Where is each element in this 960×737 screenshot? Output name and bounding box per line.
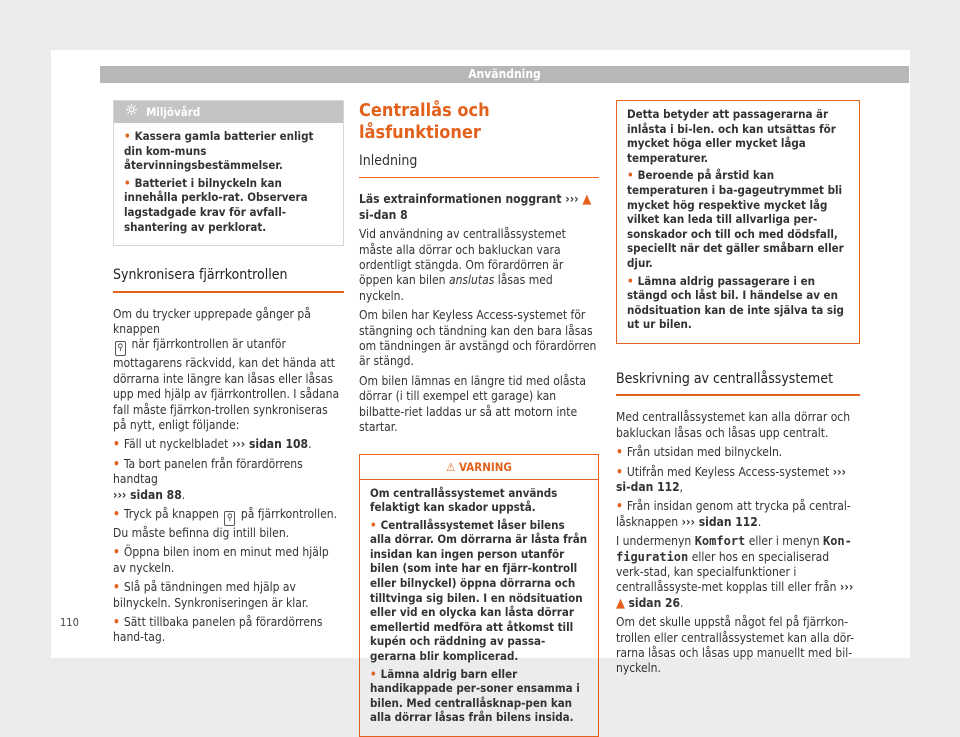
page-ref-link[interactable]: ››› sidan 108 (232, 437, 308, 451)
warning-item: • Centrallåssystemet låser bilens alla dörrar. Om dörrarna är låsta från insidan kan ingen person utanför bilen (som inte har en fjärr-kontroll eller bilnyckel) öppna dörrarna och tilltvinga sig bilen. I en nödsituation eller vid en olycka kan låsta dörrar emellertid medföra att åtkomst till kupén och räddning av passa-gerarna blir komplicerad. (370, 518, 588, 664)
paragraph: Vid användning av centrallåssystemet måste alla dörrar och bakluckan vara ordentligt stängda. Om förardörren är öppen kan bilen anslutas låsas med nyckeln. (359, 227, 599, 304)
sync-step: • Ta bort panelen från förardörrens handtag ››› sidan 88. (113, 457, 344, 503)
paragraph: Om bilen har Keyless Access-systemet för stängning och tändning kan den bara låsas om tändningen är avstängd och förardörren är stängd. (359, 308, 599, 370)
paragraph: Om det skulle uppstå något fel på fjärrkon-trollen eller centrallåssystemet kan alla dör-rarna låsas och låsas upp manuellt med bil-nyckeln. (616, 615, 860, 677)
car-warning-icon: ▲ (582, 192, 591, 207)
description-heading: Beskrivning av centrallåssystemet (616, 372, 860, 396)
page-number: 110 (60, 616, 79, 629)
desc-item: • Utifrån med Keyless Access-systemet ››› si-dan 112, (616, 465, 860, 496)
column-middle (359, 100, 599, 737)
environment-box (113, 100, 344, 246)
page-ref-link[interactable]: ››› (565, 192, 578, 206)
desc-item: • Från insidan genom att trycka på central-låsknappen ››› sidan 112. (616, 499, 860, 530)
leaf-icon (124, 101, 138, 123)
warning-item: • Lämna aldrig barn eller handikappade per-soner ensamma i bilen. Med centrallåsknap-pen kan alla dörrar låsas från bilens insida. (370, 667, 588, 725)
warning-item: • Lämna aldrig passagerare i en stängd och låst bil. I händelse av en nödsituation kan de inte själva ta sig ut ur bilen. (627, 274, 849, 332)
warning-header: ⚠ VARNING (360, 455, 598, 480)
unlock-key-icon: ⚲ (115, 341, 126, 356)
env-item: • Batteriet i bilnyckeln kan innehålla perklo-rat. Observera lagstadgade krav för avfall-shantering av perklorat. (124, 176, 333, 234)
section-header: Användning (100, 66, 909, 83)
warning-body (360, 480, 598, 737)
page-ref-link[interactable]: ››› sidan 112 (682, 515, 758, 529)
warning-text: Detta betyder att passagerarna är inlåsta i bi-len. och kan utsättas för mycket höga eller mycket låga temperaturer. (627, 107, 849, 165)
environment-box-body (114, 123, 343, 245)
paragraph: Med centrallåssystemet kan alla dörrar och bakluckan låsas och låsas upp centralt. (616, 410, 860, 441)
environment-box-header (114, 101, 343, 123)
page-ref-link[interactable]: ››› si-dan 112 (616, 465, 846, 494)
chapter-title: Centrallås och låsfunktioner (359, 100, 599, 144)
page-ref-link[interactable]: ››› (840, 580, 853, 594)
desc-item: • Från utsidan med bilnyckeln. (616, 445, 860, 460)
sync-step: • Tryck på knappen ⚲ på fjärrkontrollen. Du måste befinna dig intill bilen. (113, 507, 344, 541)
sync-step: • Fäll ut nyckelbladet ››› sidan 108. (113, 437, 344, 452)
sync-step: • Slå på tändningen med hjälp av bilnyckeln. Synkroniseringen är klar. (113, 580, 344, 611)
warning-body (617, 101, 859, 343)
warning-item: • Beroende på årstid kan temperaturen i ba-gageutrymmet bli mycket hög respektive mycket låg vilket kan leda till allvarliga per-sonskador och till och med dödsfall, speciellt när det gäller småbarn eller djur. (627, 168, 849, 270)
page-ref-link[interactable]: ››› sidan 88 (113, 488, 182, 502)
environment-box-title: Miljövård (146, 101, 200, 123)
unlock-key-icon: ⚲ (224, 511, 235, 526)
section-subtitle: Inledning (359, 154, 599, 178)
read-more-note: Läs extrainformationen noggrant ››› ▲ si-dan 8 (359, 192, 599, 223)
env-item: • Kassera gamla batterier enligt din kom-muns återvinningsbestämmelser. (124, 129, 333, 173)
sync-step: • Öppna bilen inom en minut med hjälp av nyckeln. (113, 545, 344, 576)
warning-triangle-icon: ⚠ (446, 460, 455, 474)
sync-intro: Om du trycker upprepade gånger på knappen ⚲ när fjärrkontrollen är utanför mottagarens räckvidd, kan det hända att dörrarna inte längre kan låsas eller låsas upp med hjälp av fjärrkontrollen. I sådana fall måste fjärrkon-trollen synkroniseras på nytt, enligt följande: (113, 307, 344, 434)
warning-box (359, 454, 599, 737)
car-warning-icon: ▲ (616, 596, 625, 611)
paragraph: I undermenyn Komfort eller i menyn Kon-figuration eller hos en specialiserad verk-stad, kan specialfunktioner i centrallåssyste-met kopplas till eller från ››› ▲ sidan 26. (616, 534, 860, 611)
paragraph: Om bilen lämnas en längre tid med olåsta dörrar (i till exempel ett garage) kan bilbatte-riet laddas ur så att motorn inte startar. (359, 374, 599, 436)
column-left (113, 100, 344, 650)
sync-heading: Synkronisera fjärrkontrollen (113, 268, 344, 292)
warning-box-continued (616, 100, 860, 344)
sync-step: • Sätt tillbaka panelen på förardörrens hand-tag. (113, 615, 344, 646)
column-right (616, 100, 860, 681)
warning-text: Om centrallåssystemet används felaktigt kan skador uppstå. (370, 486, 588, 515)
